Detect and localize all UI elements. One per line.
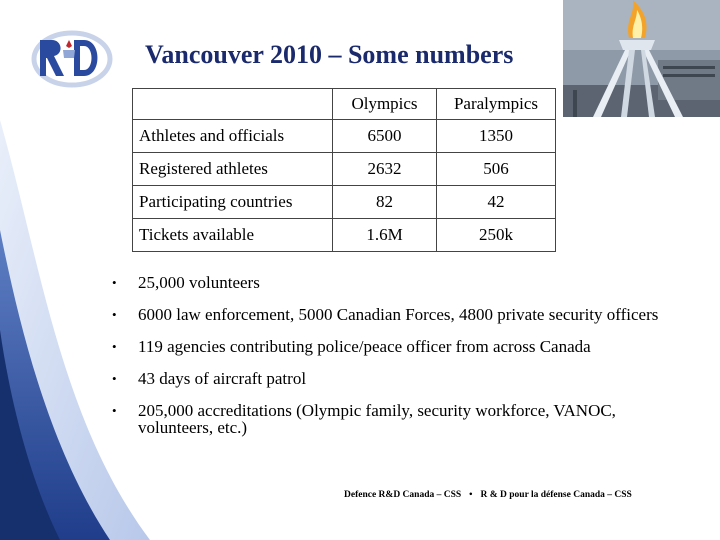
list-item-text: 6000 law enforcement, 5000 Canadian Forces, 4800 private security officers — [138, 305, 659, 324]
table-row — [133, 219, 556, 252]
rd-logo — [30, 28, 114, 90]
paralympics-value: 250k — [437, 219, 556, 252]
facts-list — [112, 274, 672, 451]
paralympics-value: 506 — [437, 153, 556, 186]
table-header-cell: Olympics — [333, 89, 437, 120]
list-item — [112, 402, 672, 436]
footer — [344, 490, 632, 500]
bullet-icon: • — [112, 275, 117, 290]
row-label: Tickets available — [133, 219, 333, 252]
row-label: Athletes and officials — [133, 120, 333, 153]
list-item — [112, 370, 672, 387]
table-row — [133, 120, 556, 153]
list-item-text: 43 days of aircraft patrol — [138, 369, 307, 388]
list-item-text: 25,000 volunteers — [138, 273, 260, 292]
table-header-cell — [133, 89, 333, 120]
bullet-icon: • — [112, 403, 117, 418]
olympics-value: 6500 — [333, 120, 437, 153]
footer-french: R & D pour la défense Canada – CSS — [480, 490, 632, 500]
paralympics-value: 1350 — [437, 120, 556, 153]
footer-english: Defence R&D Canada – CSS — [344, 490, 462, 500]
bullet-icon: • — [112, 307, 117, 322]
paralympics-value: 42 — [437, 186, 556, 219]
table-row — [133, 153, 556, 186]
row-label: Registered athletes — [133, 153, 333, 186]
table-row — [133, 186, 556, 219]
list-item — [112, 306, 672, 323]
page-title: Vancouver 2010 – Some numbers — [145, 40, 514, 69]
row-label: Participating countries — [133, 186, 333, 219]
statistics-table — [132, 88, 556, 252]
list-item — [112, 274, 672, 291]
table-header-row — [133, 89, 556, 120]
olympics-value: 2632 — [333, 153, 437, 186]
list-item-text: 119 agencies contributing police/peace officer from across Canada — [138, 337, 591, 356]
list-item — [112, 338, 672, 355]
bullet-icon: • — [112, 371, 117, 386]
olympic-cauldron-photo — [563, 0, 720, 117]
olympics-value: 82 — [333, 186, 437, 219]
olympics-value: 1.6M — [333, 219, 437, 252]
footer-separator: • — [469, 490, 473, 500]
list-item-text: 205,000 accreditations (Olympic family, security workforce, VANOC, volunteers, etc.) — [138, 401, 616, 437]
table-header-cell: Paralympics — [437, 89, 556, 120]
bullet-icon: • — [112, 339, 117, 354]
